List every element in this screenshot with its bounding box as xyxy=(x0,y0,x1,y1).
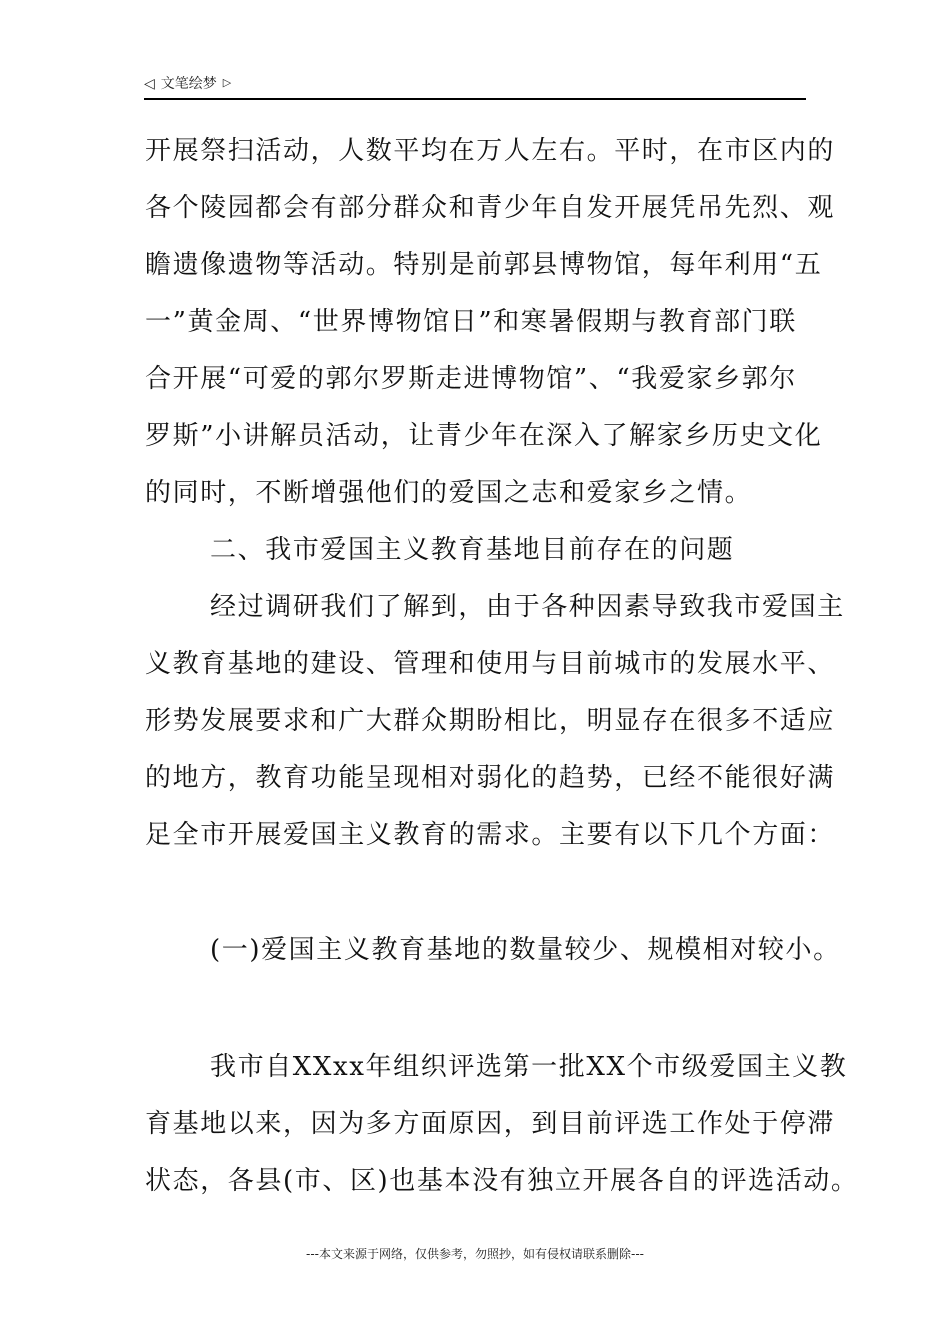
paragraph-line: 义教育基地的建设、管理和使用与目前城市的发展水平、 xyxy=(145,649,836,679)
page-footer-disclaimer: ---本文来源于网络，仅供参考，勿照抄，如有侵权请联系删除--- xyxy=(306,1247,644,1261)
paragraph-line: 瞻遗像遗物等活动。特别是前郭县博物馆，每年利用“五 xyxy=(145,250,823,280)
triangle-right-icon: ▷ xyxy=(222,76,232,89)
paragraph-line: 一”黄金周、“世界博物馆日”和寒暑假期与教育部门联 xyxy=(145,307,797,337)
subsection-heading: (一)爱国主义教育基地的数量较少、规模相对较小。 xyxy=(210,935,841,965)
section-heading: 二、我市爱国主义教育基地目前存在的问题 xyxy=(210,535,735,565)
paragraph-line: 状态，各县(市、区)也基本没有独立开展各自的评选活动。 xyxy=(145,1166,859,1196)
brand-name: 文笔绘梦 xyxy=(160,76,217,92)
triangle-left-icon: ◁ xyxy=(144,76,155,92)
paragraph-line: 罗斯”小讲解员活动，让青少年在深入了解家乡历史文化 xyxy=(145,421,823,451)
paragraph-line: 开展祭扫活动，人数平均在万人左右。平时，在市区内的 xyxy=(145,136,836,166)
paragraph-line: 各个陵园都会有部分群众和青少年自发开展凭吊先烈、观 xyxy=(145,193,836,223)
page-header xyxy=(144,72,806,100)
paragraph-line: 足全市开展爱国主义教育的需求。主要有以下几个方面： xyxy=(145,820,836,850)
paragraph-line: 合开展“可爱的郭尔罗斯走进博物馆”、“我爱家乡郭尔 xyxy=(145,364,797,394)
paragraph-line: 育基地以来，因为多方面原因，到目前评选工作处于停滞 xyxy=(145,1109,836,1139)
paragraph-line: 形势发展要求和广大群众期盼相比，明显存在很多不适应 xyxy=(145,706,836,736)
paragraph-line: 我市自XXxx年组织评选第一批XX个市级爱国主义教 xyxy=(210,1052,848,1082)
paragraph-line: 的同时，不断增强他们的爱国之志和爱家乡之情。 xyxy=(145,478,753,508)
header-brand xyxy=(144,72,231,95)
paragraph-line: 的地方，教育功能呈现相对弱化的趋势，已经不能很好满 xyxy=(145,763,836,793)
paragraph-line: 经过调研我们了解到，由于各种因素导致我市爱国主 xyxy=(210,592,845,622)
